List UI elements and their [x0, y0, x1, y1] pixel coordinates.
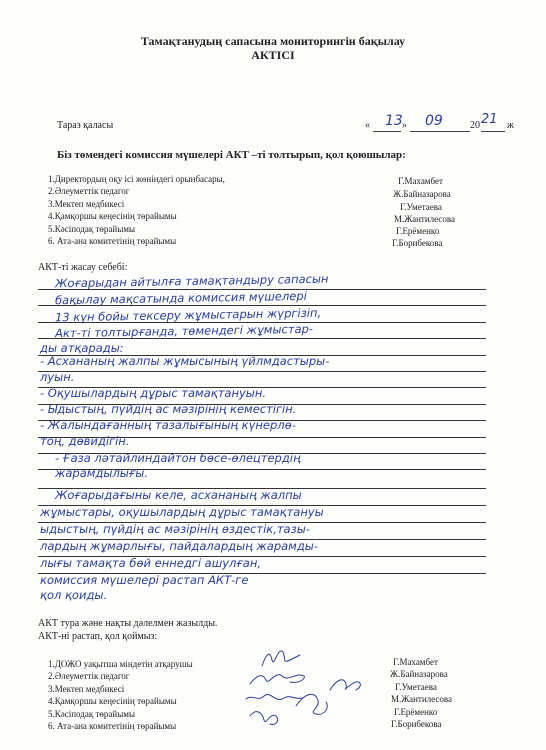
commission-name-2: Ж.Байназарова [393, 189, 451, 199]
signature-6 [250, 712, 278, 725]
commission-name-4: М.Жантилесова [394, 214, 455, 224]
date-close-quote: » [402, 120, 407, 131]
commission-role-1: 1.Директордың оқу ісі жөніндегі орынбасары, [48, 174, 225, 184]
handwritten-line-3: 13 күн бойы тексеру жұмыстарын жүргізіп, [54, 305, 322, 325]
handwritten-line-13: жарамдылығы. [55, 466, 149, 480]
signatory-role-4: 4.Қамқоршы кеңесінің төрайымы [48, 696, 177, 706]
confirm-label: АКТ-ні растап, қол қоймыз: [38, 631, 158, 642]
handwritten-line-10: - Жалындағанның тазалығының күнерлө- [40, 418, 296, 432]
signatory-role-2: 2.Әлеуметтік педагог [48, 671, 130, 681]
handwritten-line-7: луын. [40, 370, 75, 384]
intro-text: Біз төмендегі комиссия мүшелері АКТ –ті толтырып, қол қоюшылар: [57, 149, 406, 161]
signature-5 [296, 694, 327, 714]
city-label: Тараз қаласы [57, 120, 114, 131]
signatory-name-1: Г.Махамбет [393, 657, 438, 667]
date-open-quote: « [365, 120, 370, 131]
handwritten-line-2: бақылау мақсатында комиссия мүшелері [54, 288, 307, 308]
date-month: 09 [425, 113, 443, 129]
signatory-role-5: 5.Кәсіподақ төрайымы [48, 709, 136, 719]
document-title-line1: Тамақтанудың сапасына мониторингін бақылау [140, 34, 406, 48]
signature-4 [246, 694, 302, 699]
signatory-name-5: Г.Ерёменко [394, 707, 438, 717]
handwritten-line-6: - Асхананың жалпы жұмысының үйлмдастыры- [40, 354, 330, 368]
handwritten-line-12: - Ғаза ләтайлиндайтон бөсе-өлецтердің [55, 451, 301, 465]
handwritten-line-17: лардың жұмарлығы, пайдалардың жарамды- [40, 539, 319, 553]
commission-name-3: Г.Уметаева [400, 202, 442, 212]
commission-name-5: Г.Ерёменко [396, 226, 440, 236]
handwritten-line-15: жұмыстары, оқушылардың дұрыс тамақтануы [40, 505, 324, 519]
commission-role-4: 4.Қамқоршы кеңесінің төрайымы [48, 211, 177, 221]
signatory-role-6: 6. Ата-ана комитетінің төрайымы [48, 721, 177, 731]
commission-name-1: Г.Махамбет [398, 176, 443, 186]
date-year-prefix: 20 [470, 120, 480, 131]
handwritten-line-4: Акт-ті толтырғанда, төмендегі жұмыстар- [54, 321, 314, 341]
signatory-name-3: Г.Уметаева [395, 682, 437, 692]
signatory-name-2: Ж.Байназарова [390, 669, 448, 679]
truth-statement: АКТ тура және нақты дәлелмен жазылды. [38, 618, 218, 629]
signature-3 [330, 680, 360, 690]
handwritten-line-8: - Оқушылардың дұрыс тамақтануын. [40, 386, 267, 400]
commission-role-5: 5.Кәсіподақ төрайымы [48, 224, 136, 234]
date-year-unit: ж [507, 120, 514, 131]
handwritten-line-5: ды атқарады: [40, 341, 124, 355]
commission-role-2: 2.Әлеуметтік педагог [48, 186, 130, 196]
handwritten-line-16: ыдыстың, пүйдің ас мәзірінің өздестік,тазы- [40, 522, 310, 536]
date-year-suffix: 21 [481, 112, 498, 127]
handwritten-line-20: қол қоиды. [40, 588, 108, 602]
handwritten-line-18: лығы тамақта бөй еннедгі ашулған, [40, 556, 262, 570]
document-title-line2: АКТІСІ [251, 48, 295, 62]
date-day: 13 [385, 113, 403, 129]
commission-name-6: Г.Борибекова [392, 238, 443, 248]
signature-2 [250, 675, 304, 684]
commission-role-3: 3.Мектеп медбикесі [48, 199, 125, 209]
reason-label: АКТ-ті жасау себебі: [38, 262, 128, 273]
handwritten-line-9: - Ыдыстың, пүйдің ас мәзірінің кеместігін. [40, 402, 297, 416]
signature-1 [262, 651, 300, 666]
handwritten-line-14: Жоғарыдағыны келе, асхананың жалпы [55, 488, 302, 502]
handwritten-line-19: комиссия мүшелері растап АКТ-ге [40, 573, 249, 587]
signatory-name-4: М.Жантилесова [391, 694, 452, 704]
handwritten-line-11: тоң, дөвидігін. [40, 434, 130, 448]
signatory-name-6: Г.Борибекова [391, 719, 442, 729]
commission-role-6: 6. Ата-ана комитетінің төрайымы [48, 236, 177, 246]
handwritten-line-1: Жоғарыдан айтылға тамақтандыру сапасын [54, 271, 329, 291]
signatory-role-1: 1.ДОЖО уақытша міндетін атқарушы [48, 659, 193, 669]
signatory-role-3: 3.Мектеп медбикесі [48, 684, 125, 694]
